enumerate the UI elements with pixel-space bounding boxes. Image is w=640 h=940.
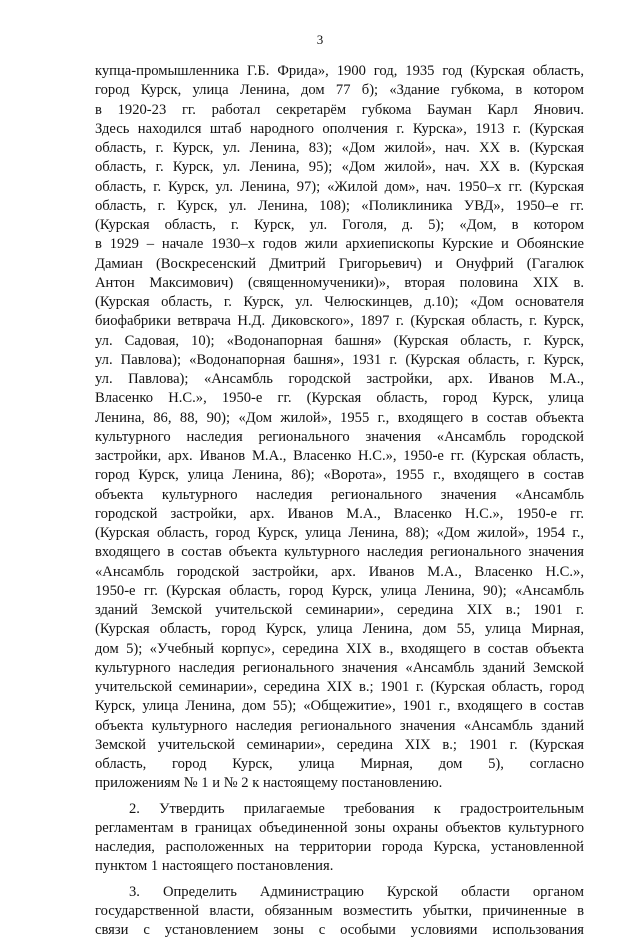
- text-line: культурного наследия регионального значения «Ансамбль зданий Земской: [95, 659, 584, 676]
- text-line: город Курск, улица Ленина, 86); «Ворота», 1955 г., входящего в состав: [95, 467, 584, 484]
- document-body: [95, 62, 584, 940]
- text-line: культурного наследия регионального значения «Ансамбль городской: [95, 428, 584, 445]
- text-line: область, город Курск, улица Мирная, дом 5), согласно: [95, 756, 584, 772]
- text-line: «Ансамбль городской застройки, арх. Иванов М.А., Власенко Н.С.»,: [95, 563, 584, 580]
- text-line: город Курск, улица Ленина, дом 77 б); «Здание губкома, в котором: [95, 82, 584, 99]
- text-line: в 1929 – начале 1930–х годов жили архиепископы Курские и Обоянские: [95, 236, 584, 253]
- text-line: объекта культурного наследия регионального значения «Ансамбль зданий: [95, 717, 584, 734]
- text-line: Ленина, 86, 88, 90); «Дом жилой», 1955 г., входящего в состав объекта: [95, 409, 584, 426]
- text-line: 3. Определить Администрацию Курской области органом: [129, 883, 584, 900]
- text-line: ул. Садовая, 10); «Водонапорная башня» (Курская область, г. Курск,: [95, 332, 584, 349]
- text-line: городской застройки, арх. Иванов М.А., Власенко Н.С.», 1950-е гг.: [95, 505, 584, 522]
- text-line: купца-промышленника Г.Б. Фрида», 1900 год, 1935 год (Курская область,: [95, 63, 584, 79]
- text-line: (Курская область, город Курск, улица Ленина, дом 55, улица Мирная,: [95, 621, 584, 638]
- text-line: (Курская область, г. Курск, ул. Челюскинцев, д.10); «Дом основателя: [95, 294, 584, 310]
- text-line: дом 5); «Учебный корпус», середина XIX в., входящего в состав объекта: [95, 640, 584, 657]
- text-line: область, г. Курск, ул. Ленина, 108); «Поликлиника УВД», 1950–е гг.: [95, 197, 584, 214]
- text-line: Дамиан (Воскресенский Дмитрий Григорьевич) и Онуфрий (Гагалюк: [95, 255, 584, 272]
- text-line: связи с установлением зоны с особыми условиями использования: [95, 922, 584, 938]
- text-line: учительской семинарии», середина XIX в.; 1901 г. (Курская область, город: [95, 679, 584, 695]
- text-line: Здесь находился штаб народного ополчения г. Курска», 1913 г. (Курская: [95, 120, 584, 137]
- page-number: 3: [316, 32, 324, 47]
- text-line: область, г. Курск, ул. Ленина, 83); «Дом жилой», нач. XX в. (Курская: [95, 140, 584, 156]
- text-line: Курск, улица Ленина, дом 55); «Общежитие», 1901 г., входящего в состав: [95, 698, 584, 715]
- text-line: в 1920-23 гг. работал секретарём губкома Бауман Карл Янович.: [95, 101, 584, 118]
- text-line: область, г. Курск, ул. Ленина, 97); «Жилой дом», нач. 1950–х гг. (Курская: [95, 178, 584, 195]
- text-line: Власенко Н.С.», 1950-е гг. (Курская область, город Курск, улица: [95, 390, 584, 407]
- text-line: объекта культурного наследия регионального значения «Ансамбль: [95, 486, 584, 503]
- text-line: застройки, арх. Иванов М.А., Власенко Н.С.», 1950-е гг. (Курская область,: [95, 448, 584, 464]
- text-line: регламентам в границах объединенной зоны охраны объектов культурного: [95, 819, 584, 836]
- text-line: наследия, расположенных на территории города Курска, установленной: [95, 839, 584, 855]
- text-line: Земской учительской семинарии», середина XIX в.; 1901 г. (Курская: [95, 736, 584, 753]
- text-line: ул. Павлова); «Ансамбль городской застройки, арх. Иванов М.А.,: [95, 371, 584, 387]
- text-line: пунктом 1 настоящего постановления.: [95, 858, 334, 875]
- text-line: область, г. Курск, ул. Ленина, 95); «Дом жилой», нач. XX в. (Курская: [95, 159, 584, 176]
- text-line: ул. Павлова); «Водонапорная башня», 1931 г. (Курская область, г. Курск,: [95, 351, 584, 368]
- text-line: 1950-е гг. (Курская область, город Курск, улица Ленина, 90); «Ансамбль: [95, 582, 584, 599]
- text-line: входящего в состав объекта культурного наследия регионального значения: [95, 544, 584, 561]
- text-line: (Курская область, г. Курск, ул. Гоголя, д. 5); «Дом, в котором: [95, 217, 584, 233]
- text-line: Антон Максимович) (священномученики)», вторая половина XIX в.: [95, 274, 584, 291]
- text-line: биофабрики ветврача Н.Д. Диковского», 1897 г. (Курская область, г. Курск,: [95, 313, 584, 330]
- text-line: 2. Утвердить прилагаемые требования к градостроительным: [129, 800, 584, 817]
- text-line: (Курская область, город Курск, улица Ленина, 88); «Дом жилой», 1954 г.,: [95, 525, 584, 541]
- text-line: государственной власти, обязанным возместить убытки, причиненные в: [95, 902, 584, 919]
- text-line: зданий Земской учительской семинарии», середина XIX в.; 1901 г.: [95, 602, 584, 618]
- text-line: приложениям № 1 и № 2 к настоящему постановлению.: [95, 775, 443, 792]
